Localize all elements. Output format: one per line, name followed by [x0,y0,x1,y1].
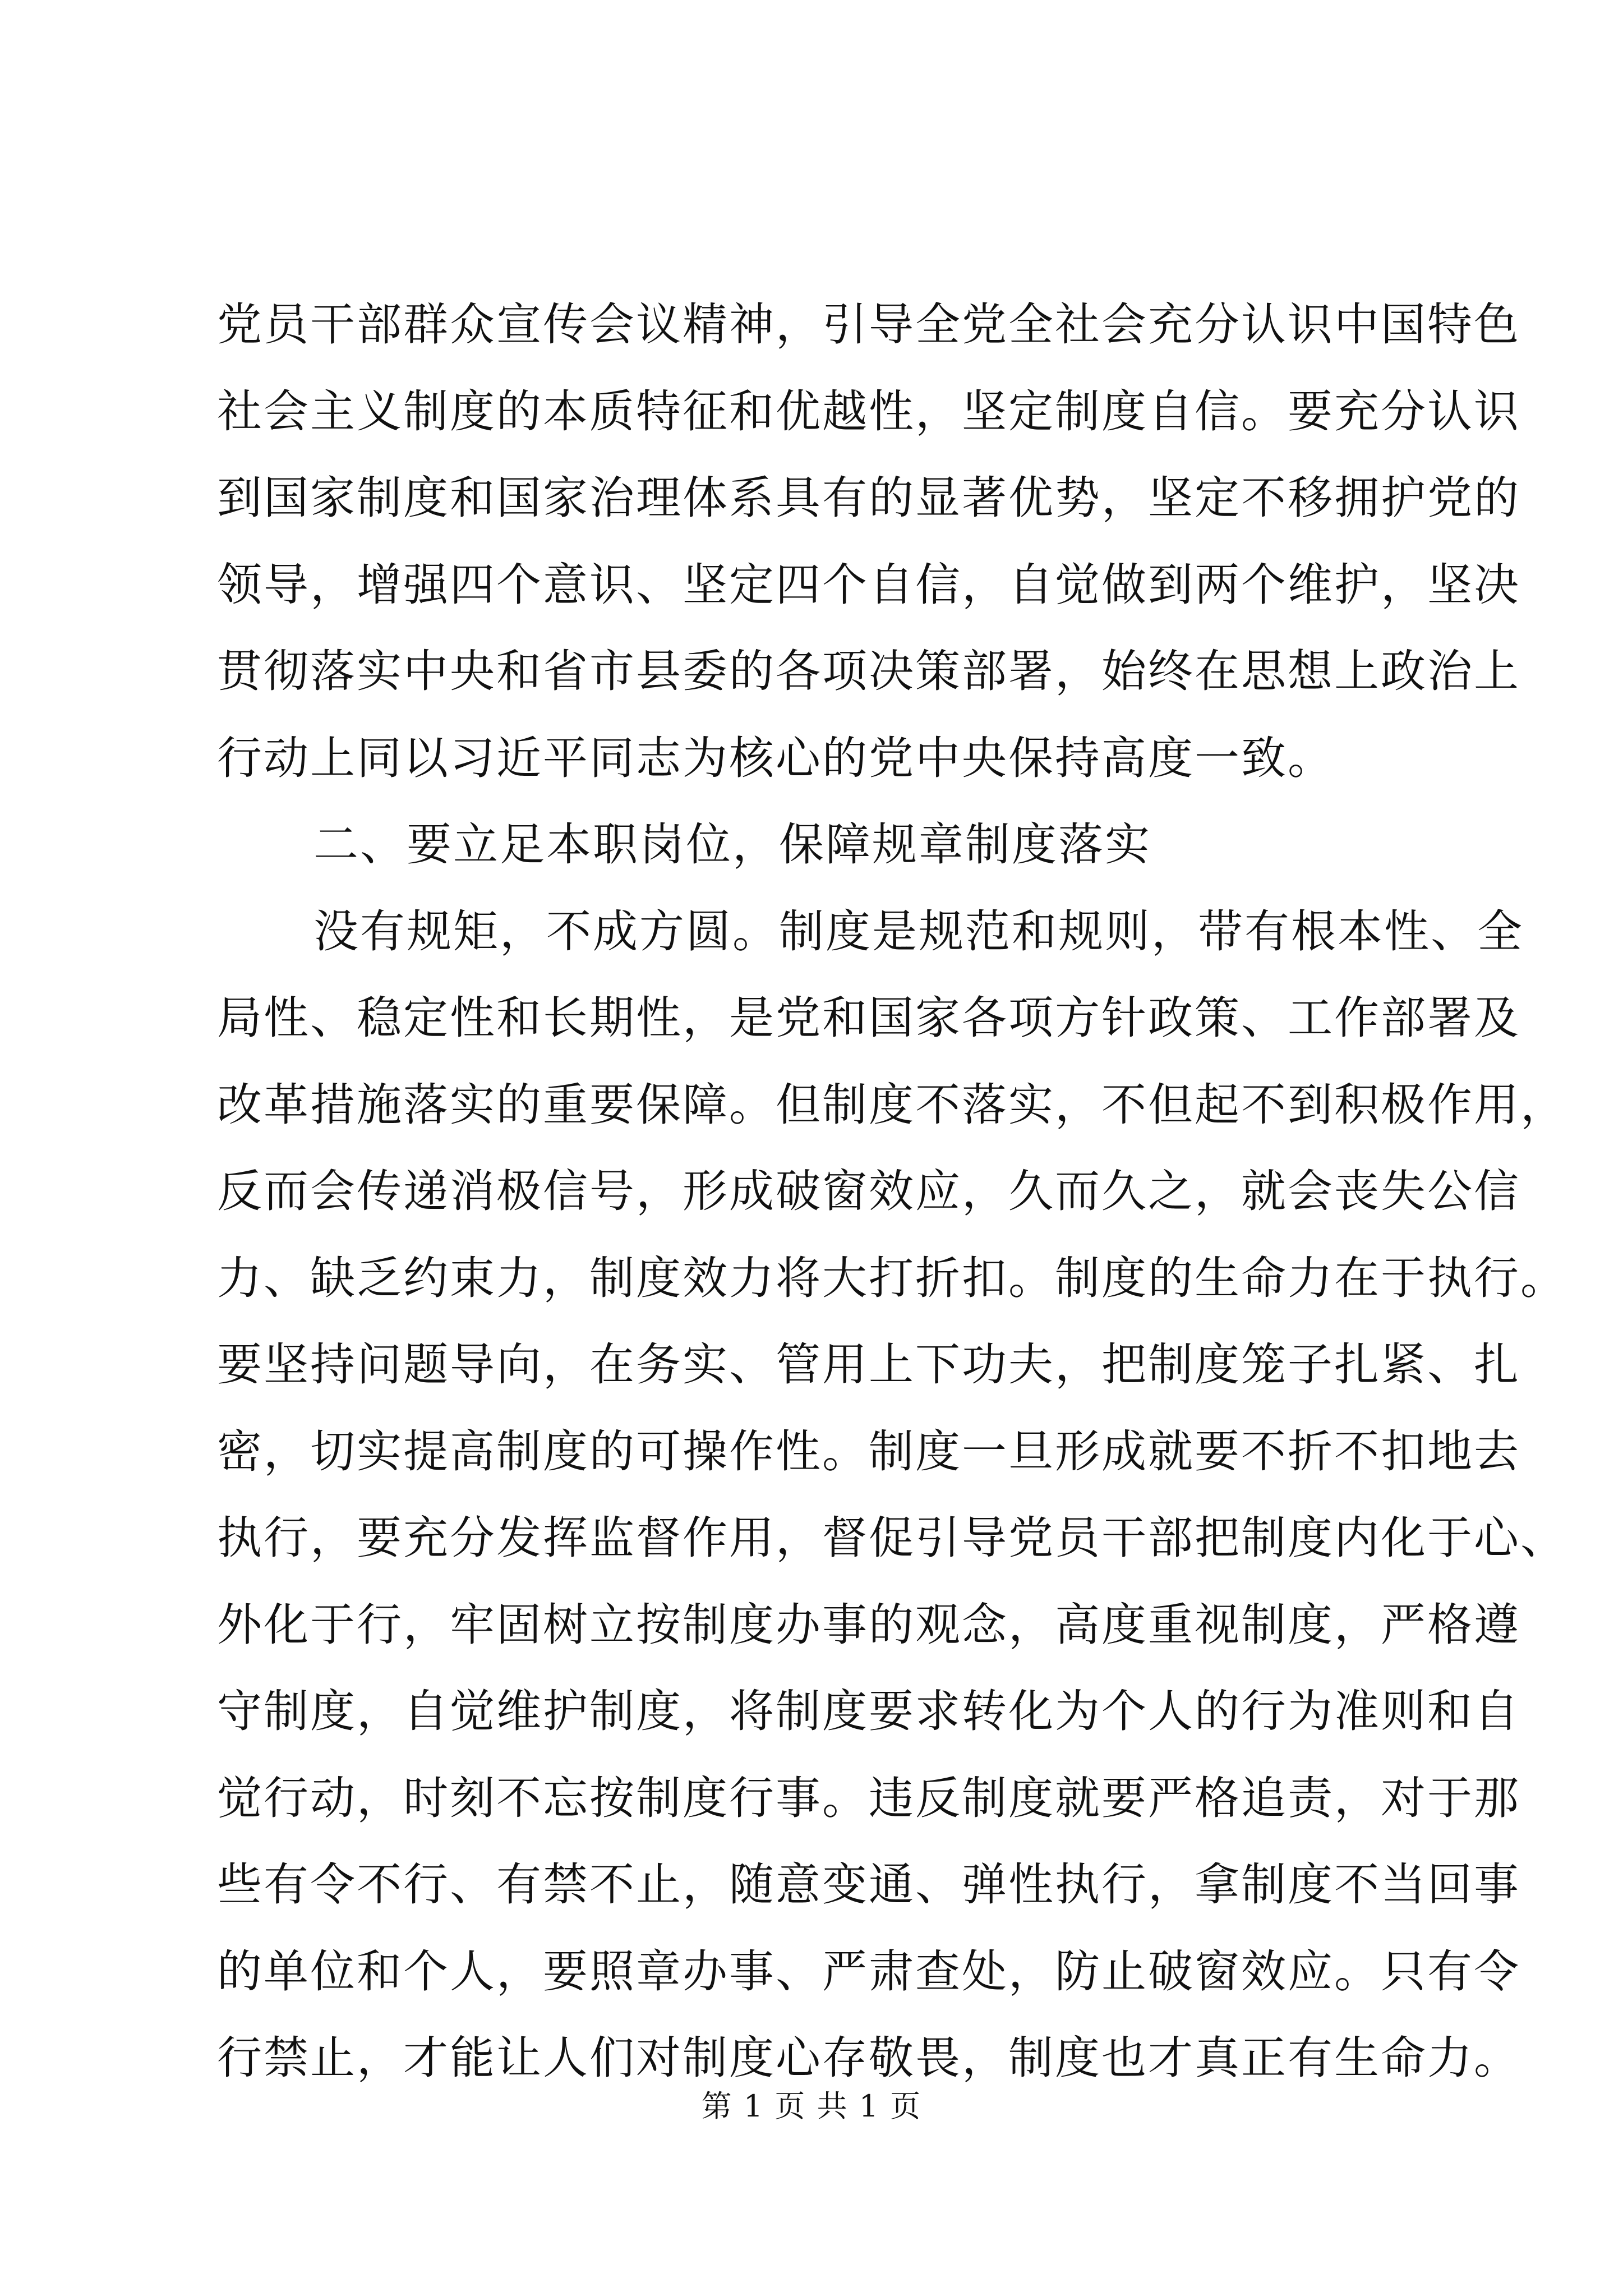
text-line: 些有令不行、有禁不止，随意变通、弹性执行，拿制度不当回事 [217,1858,1520,1911]
paragraph-body [217,889,1567,2102]
text-line: 的单位和个人，要照章办事、严肃查处，防止破窗效应。只有令 [217,1945,1520,1998]
text-line: 党员干部群众宣传会议精神，引导全党全社会充分认识中国特色 [217,298,1520,351]
text-line: 守制度，自觉维护制度，将制度要求转化为个人的行为准则和自 [217,1685,1520,1737]
text-line: 社会主义制度的本质特征和优越性，坚定制度自信。要充分认识 [217,385,1520,438]
page-footer: 第 1 页 共 1 页 [701,2088,922,2124]
text-line: 到国家制度和国家治理体系具有的显著优势，坚定不移拥护党的 [217,472,1520,524]
text-line: 力、缺乏约束力，制度效力将大打折扣。制度的生命力在于执行。 [217,1251,1567,1304]
text-line: 行动上同以习近平同志为核心的党中央保持高度一致。 [217,731,1334,784]
document-body [217,282,1567,2102]
text-line: 觉行动，时刻不忘按制度行事。违反制度就要严格追责，对于那 [217,1772,1520,1824]
text-line: 没有规矩，不成方圆。制度是规范和规则，带有根本性、全 [313,905,1524,958]
paragraph-continuation [217,282,1520,802]
text-line: 行禁止，才能让人们对制度心存敬畏，制度也才真正有生命力。 [217,2032,1520,2084]
text-line: 反而会传递消极信号，形成破窗效应，久而久之，就会丧失公信 [217,1165,1520,1217]
text-line: 要坚持问题导向，在务实、管用上下功夫，把制度笼子扎紧、扎 [217,1338,1520,1391]
text-line: 密，切实提高制度的可操作性。制度一旦形成就要不折不扣地去 [217,1425,1520,1478]
text-line: 领导，增强四个意识、坚定四个自信，自觉做到两个维护，坚决 [217,558,1520,611]
heading-line: 二、要立足本职岗位，保障规章制度落实 [313,818,1151,871]
text-line: 执行，要充分发挥监督作用，督促引导党员干部把制度内化于心、 [217,1512,1567,1564]
text-line: 贯彻落实中央和省市县委的各项决策部署，始终在思想上政治上 [217,645,1520,697]
text-line: 改革措施落实的重要保障。但制度不落实，不但起不到积极作用， [217,1078,1567,1131]
text-line: 局性、稳定性和长期性，是党和国家各项方针政策、工作部署及 [217,992,1520,1044]
text-line: 外化于行，牢固树立按制度办事的观念，高度重视制度，严格遵 [217,1598,1520,1651]
section-heading [217,802,1428,889]
